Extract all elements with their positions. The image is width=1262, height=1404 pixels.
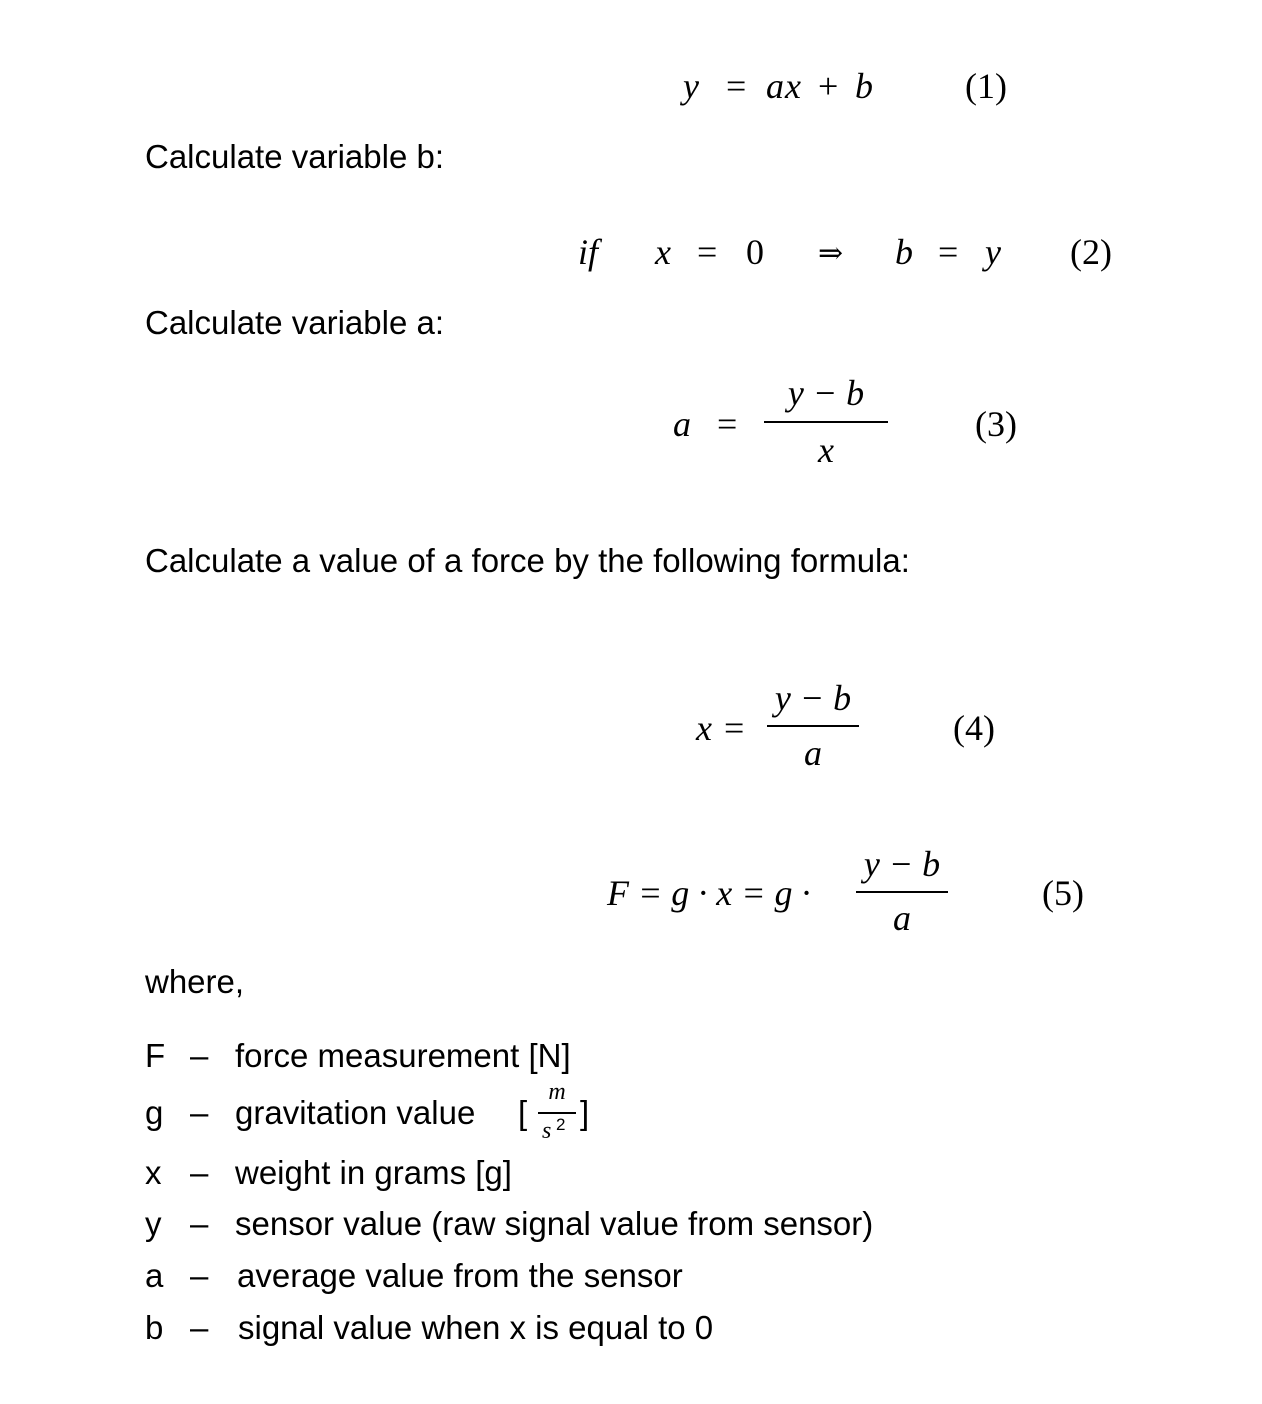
eq4-number: (4)	[953, 708, 995, 748]
unit-numerator: m	[548, 1079, 566, 1105]
legend-symbol: F	[145, 1037, 166, 1074]
eq1-b: b	[855, 66, 873, 106]
legend-symbol: g	[145, 1094, 164, 1131]
eq3-number: (3)	[975, 404, 1017, 444]
eq2-y: y	[985, 232, 1001, 272]
heading-force-formula: Calculate a value of a force by the following formula:	[145, 542, 910, 579]
legend-desc: weight in grams [g]	[235, 1154, 512, 1191]
eq1-plus: +	[818, 66, 839, 106]
eq1-a: a	[766, 66, 784, 106]
eq4-denominator: a	[804, 733, 822, 773]
eq1-y: y	[683, 66, 699, 106]
unit-fraction-bar	[538, 1112, 576, 1114]
legend-desc: gravitation value	[235, 1094, 476, 1131]
legend-dash: –	[190, 1037, 209, 1074]
legend-dash: –	[190, 1094, 209, 1131]
eq4-fraction-bar	[767, 725, 859, 727]
eq1-x: x	[785, 66, 801, 106]
legend-desc: average value from the sensor	[237, 1257, 683, 1294]
eq1-equals: =	[726, 66, 747, 106]
where-label: where,	[145, 963, 245, 1000]
legend-dash: –	[190, 1154, 209, 1191]
eq4-numerator: y − b	[774, 678, 852, 718]
eq2-equals-2: =	[938, 232, 959, 272]
unit-denominator: s	[542, 1118, 552, 1144]
eq2-number: (2)	[1070, 232, 1112, 272]
unit-bracket-close: ]	[580, 1094, 590, 1131]
legend-dash: –	[190, 1309, 209, 1346]
eq3-equals: =	[717, 404, 738, 444]
legend-dash: –	[190, 1205, 209, 1242]
legend-desc: sensor value (raw signal value from sensor)	[235, 1205, 874, 1242]
legend-desc: force measurement [N]	[235, 1037, 571, 1074]
eq2-if: if	[578, 232, 599, 272]
eq2-implies: ⇒	[818, 236, 844, 271]
unit-bracket-open: [	[518, 1094, 528, 1131]
legend-desc: signal value when x is equal to 0	[238, 1309, 714, 1346]
eq2-equals: =	[697, 232, 718, 272]
eq2-x: x	[655, 232, 671, 272]
legend-symbol: a	[145, 1257, 164, 1294]
eq2-b: b	[895, 232, 913, 272]
legend-symbol: b	[145, 1309, 164, 1346]
eq3-denominator: x	[818, 430, 834, 470]
eq5-lhs: F = g · x = g ·	[607, 873, 811, 913]
eq5-fraction-bar	[856, 891, 948, 893]
eq3-numerator: y − b	[787, 373, 865, 413]
heading-calc-a: Calculate variable a:	[145, 304, 444, 341]
legend-symbol: y	[145, 1205, 162, 1242]
eq5-denominator: a	[893, 898, 911, 938]
eq1-number: (1)	[965, 66, 1007, 106]
eq5-number: (5)	[1042, 873, 1084, 913]
eq2-zero: 0	[746, 232, 764, 272]
eq4-equals: =	[724, 708, 745, 748]
legend-dash: –	[190, 1257, 209, 1294]
eq4-x: x	[696, 708, 712, 748]
eq3-fraction-bar	[764, 421, 888, 423]
legend-symbol: x	[145, 1154, 162, 1191]
unit-exponent: 2	[556, 1115, 566, 1134]
eq5-numerator: y − b	[863, 844, 941, 884]
eq3-a: a	[673, 404, 691, 444]
heading-calc-b: Calculate variable b:	[145, 138, 444, 175]
